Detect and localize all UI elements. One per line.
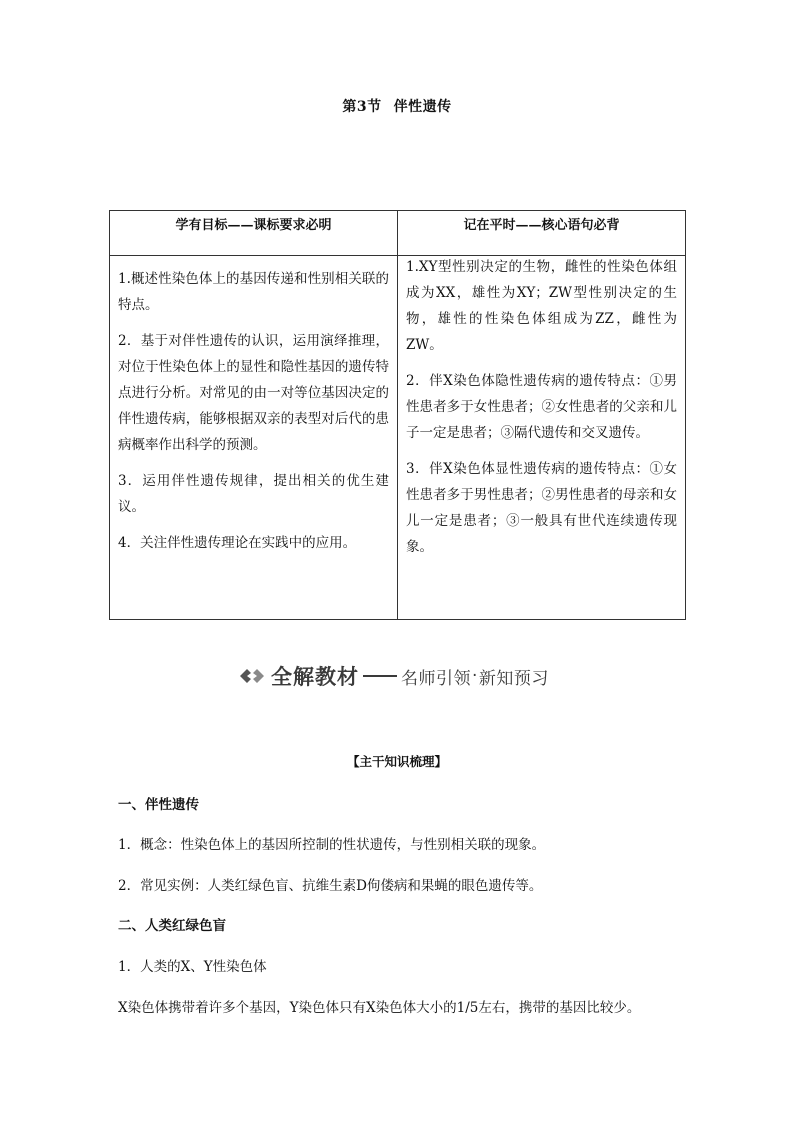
heading-sex-linked-inheritance: 一、伴性遗传 [118,797,199,813]
section-heading: 【主干知识梳理】 [346,754,447,769]
logo-icon [238,665,266,687]
examples-line: 2．常见实例：人类红绿色盲、抗维生素D佝偻病和果蝇的眼色遗传等。 [118,878,543,894]
xy-description-line: X染色体携带着许多个基因，Y染色体只有X染色体大小的1/5左右，携带的基因比较少。 [118,1000,641,1016]
section-name: 伴性遗传 [393,99,452,115]
key-sentences-cell [398,256,686,620]
concept-line: 1．概念：性染色体上的基因所控制的性状遗传，与性别相关联的现象。 [118,837,546,853]
subheading-xy-chromosomes: 1．人类的X、Y性染色体 [118,959,267,975]
goals-cell [110,256,398,620]
table-body-row [110,256,686,620]
header-goals: 学有目标——课标要求必明 [110,211,398,256]
key-sentence-item: 3．伴X染色体显性遗传病的遗传特点：①女性患者多于男性患者；②男性患者的母亲和女儿一定是患者；③一般具有世代连续遗传现象。 [406,461,677,555]
header-key-sentences: 记在平时——核心语句必背 [398,211,686,256]
goal-item: 1.概述性染色体上的基因传递和性别相关联的特点。 [118,271,389,313]
heading-color-blindness: 二、人类红绿色盲 [118,918,226,934]
banner-dash [363,675,397,677]
goals-table [109,210,686,620]
goal-item: 2．基于对伴性遗传的认识，运用演绎推理，对位于性染色体上的显性和隐性基因的遗传特点进行分析。对常见的由一对等位基因决定的伴性遗传病，能够根据双亲的表型对后代的患病概率作出科学的预测。 [118,333,389,453]
banner-title: 全解教材 [271,665,359,689]
key-sentence-item: 1.XY型性别决定的生物，雌性的性染色体组成为XX，雄性为XY；ZW型性别决定的生物，雄性的性染色体组成为ZZ，雌性为ZW。 [406,259,677,353]
banner-subtitle-1: 名师引领 [401,668,471,689]
key-sentence-item: 2．伴X染色体隐性遗传病的遗传特点：①男性患者多于女性患者；②女性患者的父亲和儿子一定是患者；③隔代遗传和交叉遗传。 [406,373,677,441]
banner-dot: · [472,666,478,686]
page-title [0,96,794,116]
section-number: 第3节 [342,99,382,115]
section-banner [238,661,549,691]
banner-subtitle-2: 新知预习 [478,668,549,689]
goal-item: 4．关注伴性遗传理论在实践中的应用。 [118,535,357,551]
table-header-row [110,211,686,256]
goal-item: 3．运用伴性遗传规律，提出相关的优生建议。 [118,473,389,515]
